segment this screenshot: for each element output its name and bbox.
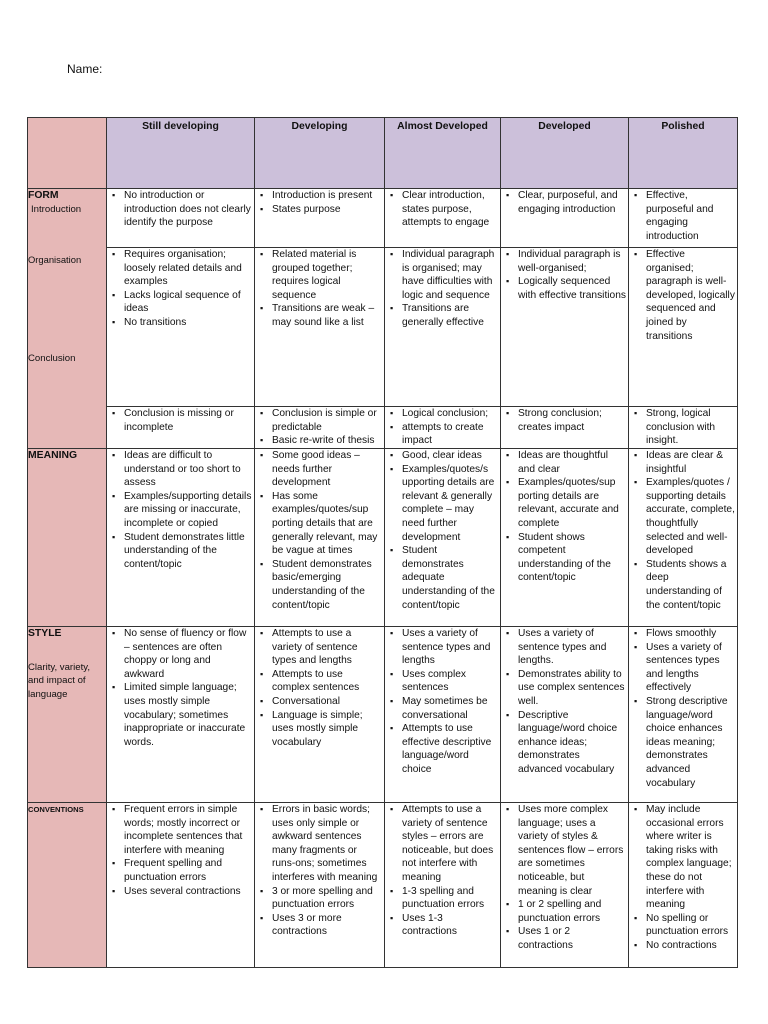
cell-meaning-almost-developed [385, 449, 501, 627]
descriptor-list [107, 803, 254, 898]
descriptor-item: ▪ Uses 1-3 contractions [402, 912, 498, 939]
descriptor-item: ▪ Uses several contractions [124, 885, 252, 899]
descriptor-list [501, 407, 628, 434]
category-form: FORM [28, 190, 59, 201]
descriptor-item: ▪ Lacks logical sequence of ideas [124, 289, 252, 316]
descriptor-item: ▪ Ideas are clear & insightful [646, 449, 735, 476]
descriptor-item: ▪ May include occasional errors where writer is taking risks with complex language; these do not interfere with meaning [646, 803, 735, 912]
descriptor-item: ▪ Attempts to use a variety of sentence styles – errors are noticeable, but does not interfere with meaning [402, 803, 498, 885]
cell-conclusion-developed [501, 407, 629, 449]
descriptor-item: ▪ Uses more complex language; uses a variety of styles & sentences flow – errors are sometimes noticeable, but meaning is clear [518, 803, 626, 898]
cell-meaning-polished [629, 449, 738, 627]
cell-introduction-polished [629, 189, 738, 248]
cell-conventions-almost-developed [385, 803, 501, 968]
descriptor-item: ▪ Strong conclusion; creates impact [518, 407, 626, 434]
category-form-cell [28, 189, 107, 248]
descriptor-item: ▪ Individual paragraph is organised; may have difficulties with logic and sequence [402, 248, 498, 302]
header-corner-cell [28, 118, 107, 189]
descriptor-item: ▪ Some good ideas – needs further development [272, 449, 382, 490]
descriptor-item: ▪ No contractions [646, 939, 735, 953]
cell-conventions-developed [501, 803, 629, 968]
descriptor-item: ▪ Frequent errors in simple words; mostly incorrect or incomplete sentences that interfere with meaning [124, 803, 252, 857]
descriptor-item: ▪ Basic re-write of thesis [272, 434, 382, 448]
descriptor-list [629, 189, 737, 243]
descriptor-item: ▪ States purpose [272, 203, 382, 217]
category-conclusion-cell [28, 407, 107, 449]
descriptor-list [501, 449, 628, 585]
rubric-table [27, 117, 738, 968]
descriptor-item: ▪ Requires organisation; loosely related details and examples [124, 248, 252, 289]
descriptor-item: ▪ Student demonstrates basic/emerging understanding of the content/topic [272, 558, 382, 612]
descriptor-item: ▪ Examples/quotes/s upporting details are relevant & generally complete – may need further development [402, 463, 498, 545]
descriptor-list [255, 407, 384, 448]
descriptor-list [107, 189, 254, 230]
category-organisation-cell [28, 248, 107, 407]
descriptor-item: ▪ Ideas are difficult to understand or too short to assess [124, 449, 252, 490]
cell-conclusion-still-developing [107, 407, 255, 449]
descriptor-item: ▪ Examples/quotes/sup porting details are relevant, accurate and complete [518, 476, 626, 530]
descriptor-item: ▪ Related material is grouped together; requires logical sequence [272, 248, 382, 302]
row-organisation [28, 248, 738, 407]
descriptor-list [501, 627, 628, 777]
descriptor-item: ▪ No sense of fluency or flow – sentences are often choppy or long and awkward [124, 627, 252, 681]
cell-conventions-polished [629, 803, 738, 968]
descriptor-item: ▪ 1-3 spelling and punctuation errors [402, 885, 498, 912]
header-polished: Polished [629, 118, 738, 189]
descriptor-item: ▪ Strong, logical conclusion with insight. [646, 407, 735, 448]
descriptor-item: ▪ Demonstrates ability to use complex sentences well. [518, 668, 626, 709]
descriptor-item: ▪ Conclusion is missing or incomplete [124, 407, 252, 434]
category-conventions-cell [28, 803, 107, 968]
descriptor-list [385, 803, 500, 939]
descriptor-item: ▪ Flows smoothly [646, 627, 735, 641]
descriptor-item: ▪ Student demonstrates little understanding of the content/topic [124, 531, 252, 572]
cell-style-almost-developed [385, 627, 501, 803]
row-conclusion [28, 407, 738, 449]
header-row [28, 118, 738, 189]
descriptor-item: ▪ Examples/supporting details are missing or inaccurate, incomplete or copied [124, 490, 252, 531]
descriptor-item: ▪ No introduction or introduction does not clearly identify the purpose [124, 189, 252, 230]
descriptor-item: ▪ Effective organised; paragraph is well-developed, logically sequenced and joined by transitions [646, 248, 735, 343]
descriptor-list [385, 189, 500, 230]
descriptor-list [107, 248, 254, 330]
descriptor-list [385, 449, 500, 612]
descriptor-list [629, 407, 737, 448]
descriptor-list [107, 449, 254, 571]
descriptor-item: ▪ Logical conclusion; [402, 407, 498, 421]
descriptor-item: ▪ Uses complex sentences [402, 668, 498, 695]
descriptor-item: ▪ Uses 1 or 2 contractions [518, 925, 626, 952]
row-style [28, 627, 738, 803]
descriptor-item: ▪ attempts to create impact [402, 421, 498, 448]
descriptor-item: ▪ No spelling or punctuation errors [646, 912, 735, 939]
descriptor-item: ▪ Attempts to use a variety of sentence types and lengths [272, 627, 382, 668]
descriptor-item: ▪ Descriptive language/word choice enhance ideas; demonstrates advanced vocabulary [518, 709, 626, 777]
descriptor-item: ▪ Attempts to use complex sentences [272, 668, 382, 695]
header-developing: Developing [255, 118, 385, 189]
category-conclusion: Conclusion [28, 353, 76, 365]
descriptor-item: ▪ Language is simple; uses mostly simple vocabulary [272, 709, 382, 750]
descriptor-item: ▪ Has some examples/quotes/sup porting details that are generally relevant, may be vague at times [272, 490, 382, 558]
descriptor-item: ▪ Attempts to use effective descriptive language/word choice [402, 722, 498, 776]
cell-organisation-developing [255, 248, 385, 407]
descriptor-item: ▪ Uses 3 or more contractions [272, 912, 382, 939]
descriptor-list [501, 248, 628, 302]
descriptor-item: ▪ No transitions [124, 316, 252, 330]
header-still-developing: Still developing [107, 118, 255, 189]
descriptor-item: ▪ Errors in basic words; uses only simple or awkward sentences many fragments or runs-ons; sometimes interferes with meaning [272, 803, 382, 885]
cell-conventions-developing [255, 803, 385, 968]
descriptor-list [501, 189, 628, 216]
category-introduction: Introduction [31, 203, 82, 215]
descriptor-list [255, 803, 384, 939]
descriptor-list [385, 248, 500, 330]
cell-introduction-developed [501, 189, 629, 248]
row-introduction [28, 189, 738, 248]
descriptor-item: ▪ Clear, purposeful, and engaging introduction [518, 189, 626, 216]
name-label: Name: [67, 62, 103, 76]
category-style: STYLE [28, 628, 62, 639]
descriptor-item: ▪ Transitions are generally effective [402, 302, 498, 329]
descriptor-list [629, 248, 737, 343]
descriptor-item: ▪ 1 or 2 spelling and punctuation errors [518, 898, 626, 925]
descriptor-item: ▪ Uses a variety of sentence types and lengths [402, 627, 498, 668]
cell-conventions-still-developing [107, 803, 255, 968]
cell-introduction-still-developing [107, 189, 255, 248]
category-meaning: MEANING [28, 450, 78, 461]
descriptor-list [629, 449, 737, 612]
descriptor-list [385, 407, 500, 448]
descriptor-item: ▪ Uses a variety of sentences types and lengths effectively [646, 641, 735, 695]
descriptor-list [255, 449, 384, 612]
descriptor-item: ▪ Student shows competent understanding of the content/topic [518, 531, 626, 585]
cell-meaning-developed [501, 449, 629, 627]
descriptor-item: ▪ Logically sequenced with effective transitions [518, 275, 626, 302]
category-style-subtitle: Clarity, variety, and impact of language [28, 661, 91, 700]
descriptor-item: ▪ Frequent spelling and punctuation errors [124, 857, 252, 884]
descriptor-list [255, 248, 384, 330]
row-conventions [28, 803, 738, 968]
category-conventions: CONVENTIONS [28, 805, 84, 814]
descriptor-item: ▪ Students shows a deep understanding of the content/topic [646, 558, 735, 612]
descriptor-list [107, 407, 254, 434]
descriptor-item: ▪ Student demonstrates adequate understanding of the content/topic [402, 544, 498, 612]
cell-meaning-still-developing [107, 449, 255, 627]
cell-meaning-developing [255, 449, 385, 627]
cell-style-still-developing [107, 627, 255, 803]
descriptor-item: ▪ Conversational [272, 695, 382, 709]
descriptor-item: ▪ Individual paragraph is well-organised; [518, 248, 626, 275]
descriptor-item: ▪ 3 or more spelling and punctuation errors [272, 885, 382, 912]
descriptor-item: ▪ May sometimes be conversational [402, 695, 498, 722]
descriptor-item: ▪ Clear introduction, states purpose, attempts to engage [402, 189, 498, 230]
row-meaning [28, 449, 738, 627]
descriptor-item: ▪ Good, clear ideas [402, 449, 498, 463]
cell-style-developing [255, 627, 385, 803]
cell-style-polished [629, 627, 738, 803]
cell-organisation-developed [501, 248, 629, 407]
descriptor-list [255, 189, 384, 216]
descriptor-list [385, 627, 500, 777]
descriptor-item: ▪ Transitions are weak – may sound like a list [272, 302, 382, 329]
cell-style-developed [501, 627, 629, 803]
cell-organisation-polished [629, 248, 738, 407]
cell-introduction-developing [255, 189, 385, 248]
descriptor-list [107, 627, 254, 749]
descriptor-item: ▪ Effective, purposeful and engaging introduction [646, 189, 735, 243]
cell-conclusion-polished [629, 407, 738, 449]
cell-organisation-almost-developed [385, 248, 501, 407]
descriptor-list [501, 803, 628, 953]
descriptor-item: ▪ Strong descriptive language/word choice enhances ideas meaning; demonstrates advanced vocabulary [646, 695, 735, 790]
cell-conclusion-developing [255, 407, 385, 449]
header-almost-developed: Almost Developed [385, 118, 501, 189]
cell-introduction-almost-developed [385, 189, 501, 248]
header-developed: Developed [501, 118, 629, 189]
descriptor-item: ▪ Ideas are thoughtful and clear [518, 449, 626, 476]
category-organisation: Organisation [28, 253, 82, 265]
descriptor-list [255, 627, 384, 749]
category-style-cell [28, 627, 107, 803]
category-meaning-cell [28, 449, 107, 627]
descriptor-list [629, 803, 737, 953]
descriptor-item: ▪ Uses a variety of sentence types and lengths. [518, 627, 626, 668]
descriptor-item: ▪ Conclusion is simple or predictable [272, 407, 382, 434]
cell-conclusion-almost-developed [385, 407, 501, 449]
descriptor-item: ▪ Limited simple language; uses mostly simple vocabulary; sometimes inappropriate or inaccurate words. [124, 681, 252, 749]
cell-organisation-still-developing [107, 248, 255, 407]
descriptor-item: ▪ Introduction is present [272, 189, 382, 203]
descriptor-item: ▪ Examples/quotes / supporting details accurate, complete, thoughtfully selected and well-developed [646, 476, 735, 558]
descriptor-list [629, 627, 737, 790]
